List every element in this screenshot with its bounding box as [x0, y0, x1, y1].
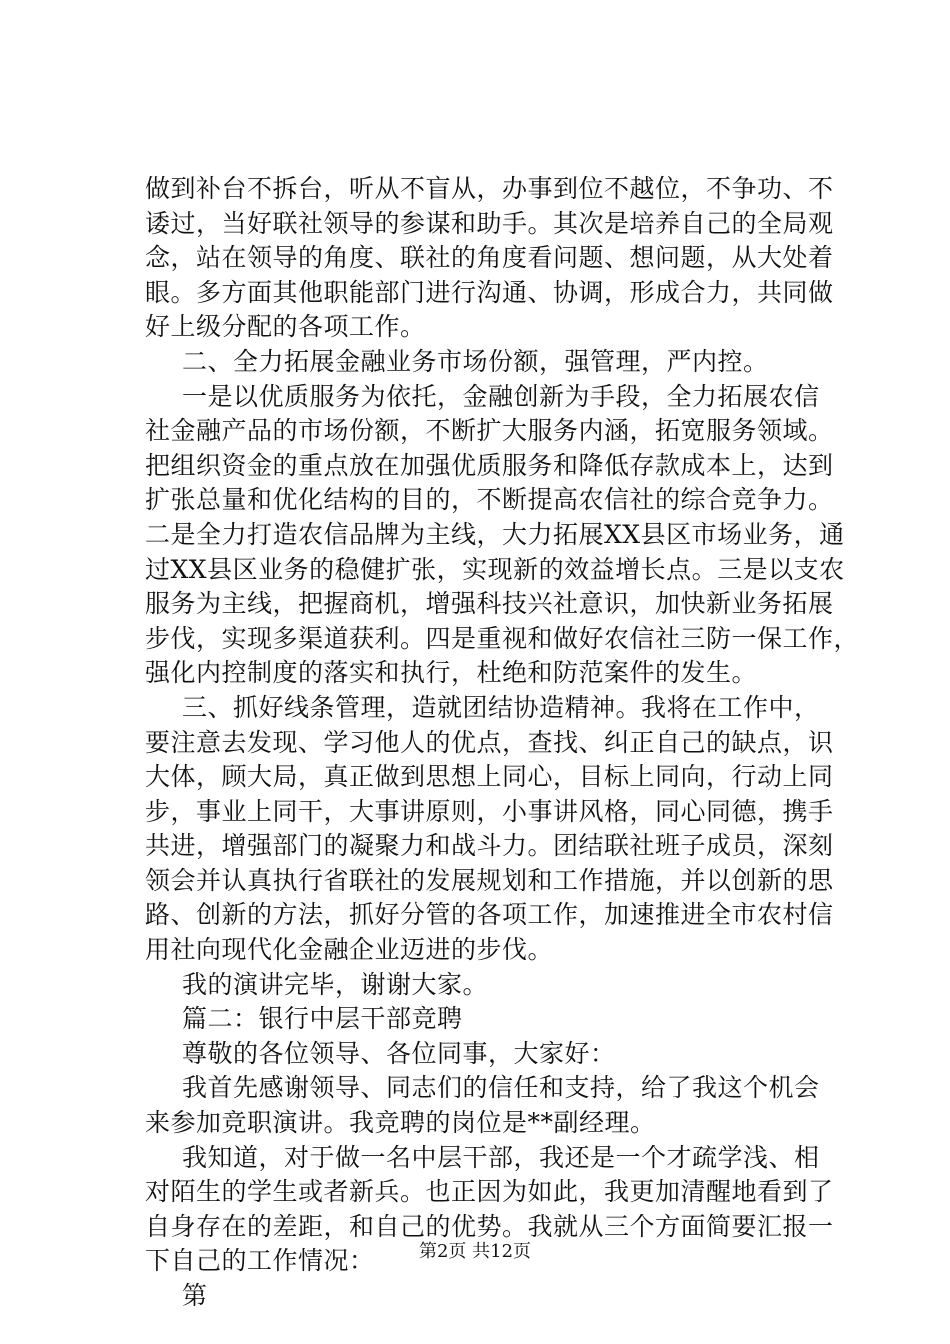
text-line: 对陌生的学生或者新兵。也正因为如此，我更加清醒地看到了: [145, 1177, 834, 1207]
page-footer: [0, 1240, 950, 1264]
text-line: 用社向现代化金融企业迈进的步伐。: [145, 935, 554, 965]
text-line: 尊敬的各位领导、各位同事，大家好：: [182, 1038, 616, 1068]
text-line: 第: [182, 1281, 208, 1310]
page-number-indicator: 第2页 共12页: [418, 1241, 532, 1262]
text-line: 我知道，对于做一名中层干部，我还是一个才疏学浅、相: [182, 1142, 820, 1172]
document-body: [145, 172, 860, 1314]
text-line: 共进，增强部门的凝聚力和战斗力。团结联社班子成员，深刻: [145, 831, 834, 861]
text-line: 服务为主线，把握商机，增强科技兴社意识，加快新业务拓展: [145, 589, 834, 619]
text-line: 扩张总量和优化结构的目的，不断提高农信社的综合竞争力。: [145, 485, 834, 515]
text-line: 要注意去发现、学习他人的优点，查找、纠正自己的缺点，识: [145, 727, 834, 757]
text-line: 路、创新的方法，抓好分管的各项工作，加速推进全市农村信: [145, 900, 834, 930]
text-line: 二、全力拓展金融业务市场份额，强管理，严内控。: [182, 346, 769, 376]
text-line: 我首先感谢领导、同志们的信任和支持，给了我这个机会: [182, 1073, 820, 1103]
text-line: 过XX县区业务的稳健扩张，实现新的效益增长点。三是以支农: [145, 554, 845, 584]
text-line: 下自己的工作情况：: [145, 1246, 375, 1276]
text-line: 强化内控制度的落实和执行，杜绝和防范案件的发生。: [145, 658, 758, 688]
text-line: 念，站在领导的角度、联社的角度看问题、想问题，从大处着: [145, 243, 834, 273]
text-line: 三、抓好线条管理，造就团结协造精神。我将在工作中，: [182, 692, 820, 722]
text-line: 把组织资金的重点放在加强优质服务和降低存款成本上，达到: [145, 450, 834, 480]
text-line: 一是以优质服务为依托，金融创新为手段，全力拓展农信: [182, 381, 820, 411]
text-line: 来参加竞职演讲。我竞聘的岗位是**副经理。: [145, 1108, 656, 1138]
text-line: 做到补台不拆台，听从不盲从，办事到位不越位，不争功、不: [145, 174, 834, 203]
text-line: 大体，顾大局，真正做到思想上同心，目标上同向，行动上同: [145, 762, 834, 792]
text-line: 步伐，实现多渠道获利。四是重视和做好农信社三防一保工作，: [145, 623, 860, 653]
text-line: 社金融产品的市场份额，不断扩大服务内涵，拓宽服务领域。: [145, 416, 834, 446]
text-line: 二是全力打造农信品牌为主线，大力拓展XX县区市场业务，通: [145, 519, 845, 549]
text-line: 步，事业上同干，大事讲原则，小事讲风格，同心同德，携手: [145, 796, 834, 826]
text-line: 好上级分配的各项工作。: [145, 312, 426, 342]
text-line: 篇二：银行中层干部竞聘: [182, 1004, 463, 1034]
text-line: 诿过，当好联社领导的参谋和助手。其次是培养自己的全局观: [145, 208, 834, 238]
text-line: 自身存在的差距，和自己的优势。我就从三个方面简要汇报一: [145, 1211, 834, 1241]
text-line: 眼。多方面其他职能部门进行沟通、协调，形成合力，共同做: [145, 277, 834, 307]
text-line: 领会并认真执行省联社的发展规划和工作措施，并以创新的思: [145, 865, 834, 895]
text-line: 我的演讲完毕，谢谢大家。: [182, 969, 489, 999]
